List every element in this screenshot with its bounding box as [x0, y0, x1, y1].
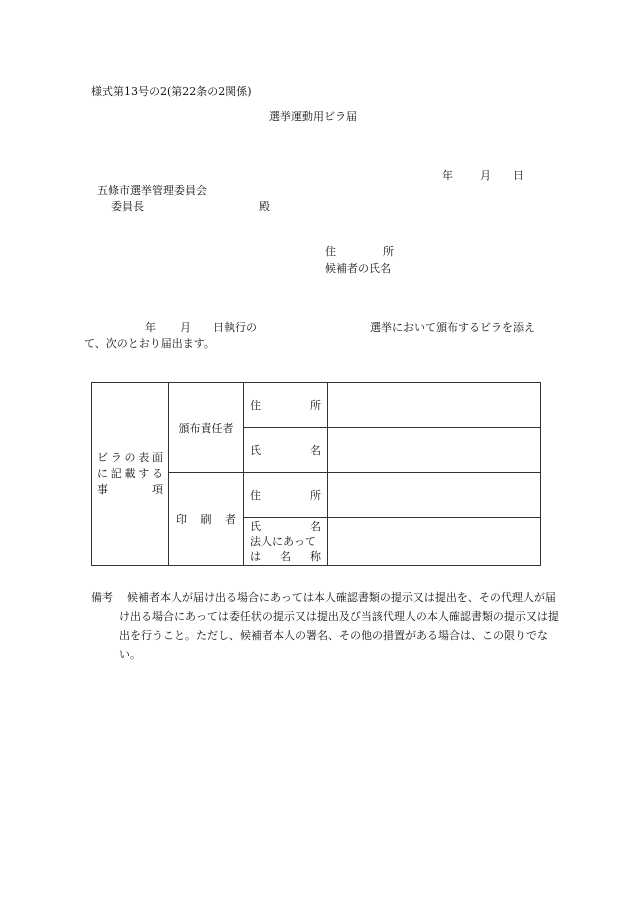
responsible-address-value[interactable]	[328, 383, 541, 428]
printer-label	[169, 473, 244, 566]
category-line: ビラの表面	[97, 451, 163, 464]
remarks-label: 備考	[91, 591, 113, 604]
label-char: 住	[250, 398, 261, 412]
label-char: 所	[310, 488, 321, 502]
addressee-honorific: 殿	[259, 200, 270, 213]
statement-day-exec: 日執行の	[213, 321, 257, 334]
applicant-address-label-b: 所	[383, 245, 394, 258]
label-char: 印	[176, 512, 187, 526]
category-line: に記載する	[97, 467, 163, 480]
statement-month: 月	[180, 321, 191, 334]
statement-year: 年	[145, 321, 156, 334]
label-line: 法人にあって	[250, 535, 316, 548]
form-number: 様式第13号の2(第22条の2関係)	[91, 85, 252, 98]
category-cell	[92, 383, 169, 566]
notification-table	[91, 382, 541, 566]
label-char: 称	[310, 550, 321, 563]
date-month-label: 月	[480, 169, 491, 182]
label-char: 名	[310, 443, 321, 457]
date-day-label: 日	[513, 169, 524, 182]
page-title: 選挙運動用ビラ届	[269, 110, 357, 123]
label-char: は	[250, 550, 261, 563]
responsible-name-value[interactable]	[328, 428, 541, 473]
responsible-address-label	[244, 383, 328, 428]
category-line: 事 項	[97, 483, 163, 496]
printer-name-label	[244, 518, 328, 566]
date-year-label: 年	[442, 169, 453, 182]
label-char: 名	[280, 550, 291, 563]
remarks-note	[91, 588, 561, 664]
label-char: 氏	[250, 443, 261, 457]
statement-line2: て、次のとおり届出ます。	[84, 337, 215, 350]
distribution-responsible-label: 頒布責任者	[169, 383, 244, 473]
applicant-address-label-a: 住	[325, 245, 336, 258]
addressee-role: 委員長	[111, 200, 144, 213]
label-char: 氏	[250, 520, 261, 533]
label-char: 所	[310, 398, 321, 412]
label-char: 名	[310, 520, 321, 533]
remarks-text: 候補者本人が届け出る場合にあっては本人確認書類の提示又は提出を、その代理人が届け出る場合にあっては委任状の提示又は提出及び当該代理人の本人確認書類の提示又は提出を行うこと。ただし、候補者本人の署名、その他の措置がある場合は、この限りでない。	[119, 591, 559, 661]
label-char: 住	[250, 488, 261, 502]
addressee-org: 五條市選挙管理委員会	[97, 184, 207, 197]
printer-address-label	[244, 473, 328, 518]
printer-address-value[interactable]	[328, 473, 541, 518]
statement-line1-end: 選挙において頒布するビラを添え	[370, 321, 535, 334]
label-char: 刷	[200, 512, 212, 526]
label-char: 者	[225, 512, 236, 526]
responsible-name-label	[244, 428, 328, 473]
printer-name-value[interactable]	[328, 518, 541, 566]
applicant-name-label: 候補者の氏名	[325, 262, 391, 275]
